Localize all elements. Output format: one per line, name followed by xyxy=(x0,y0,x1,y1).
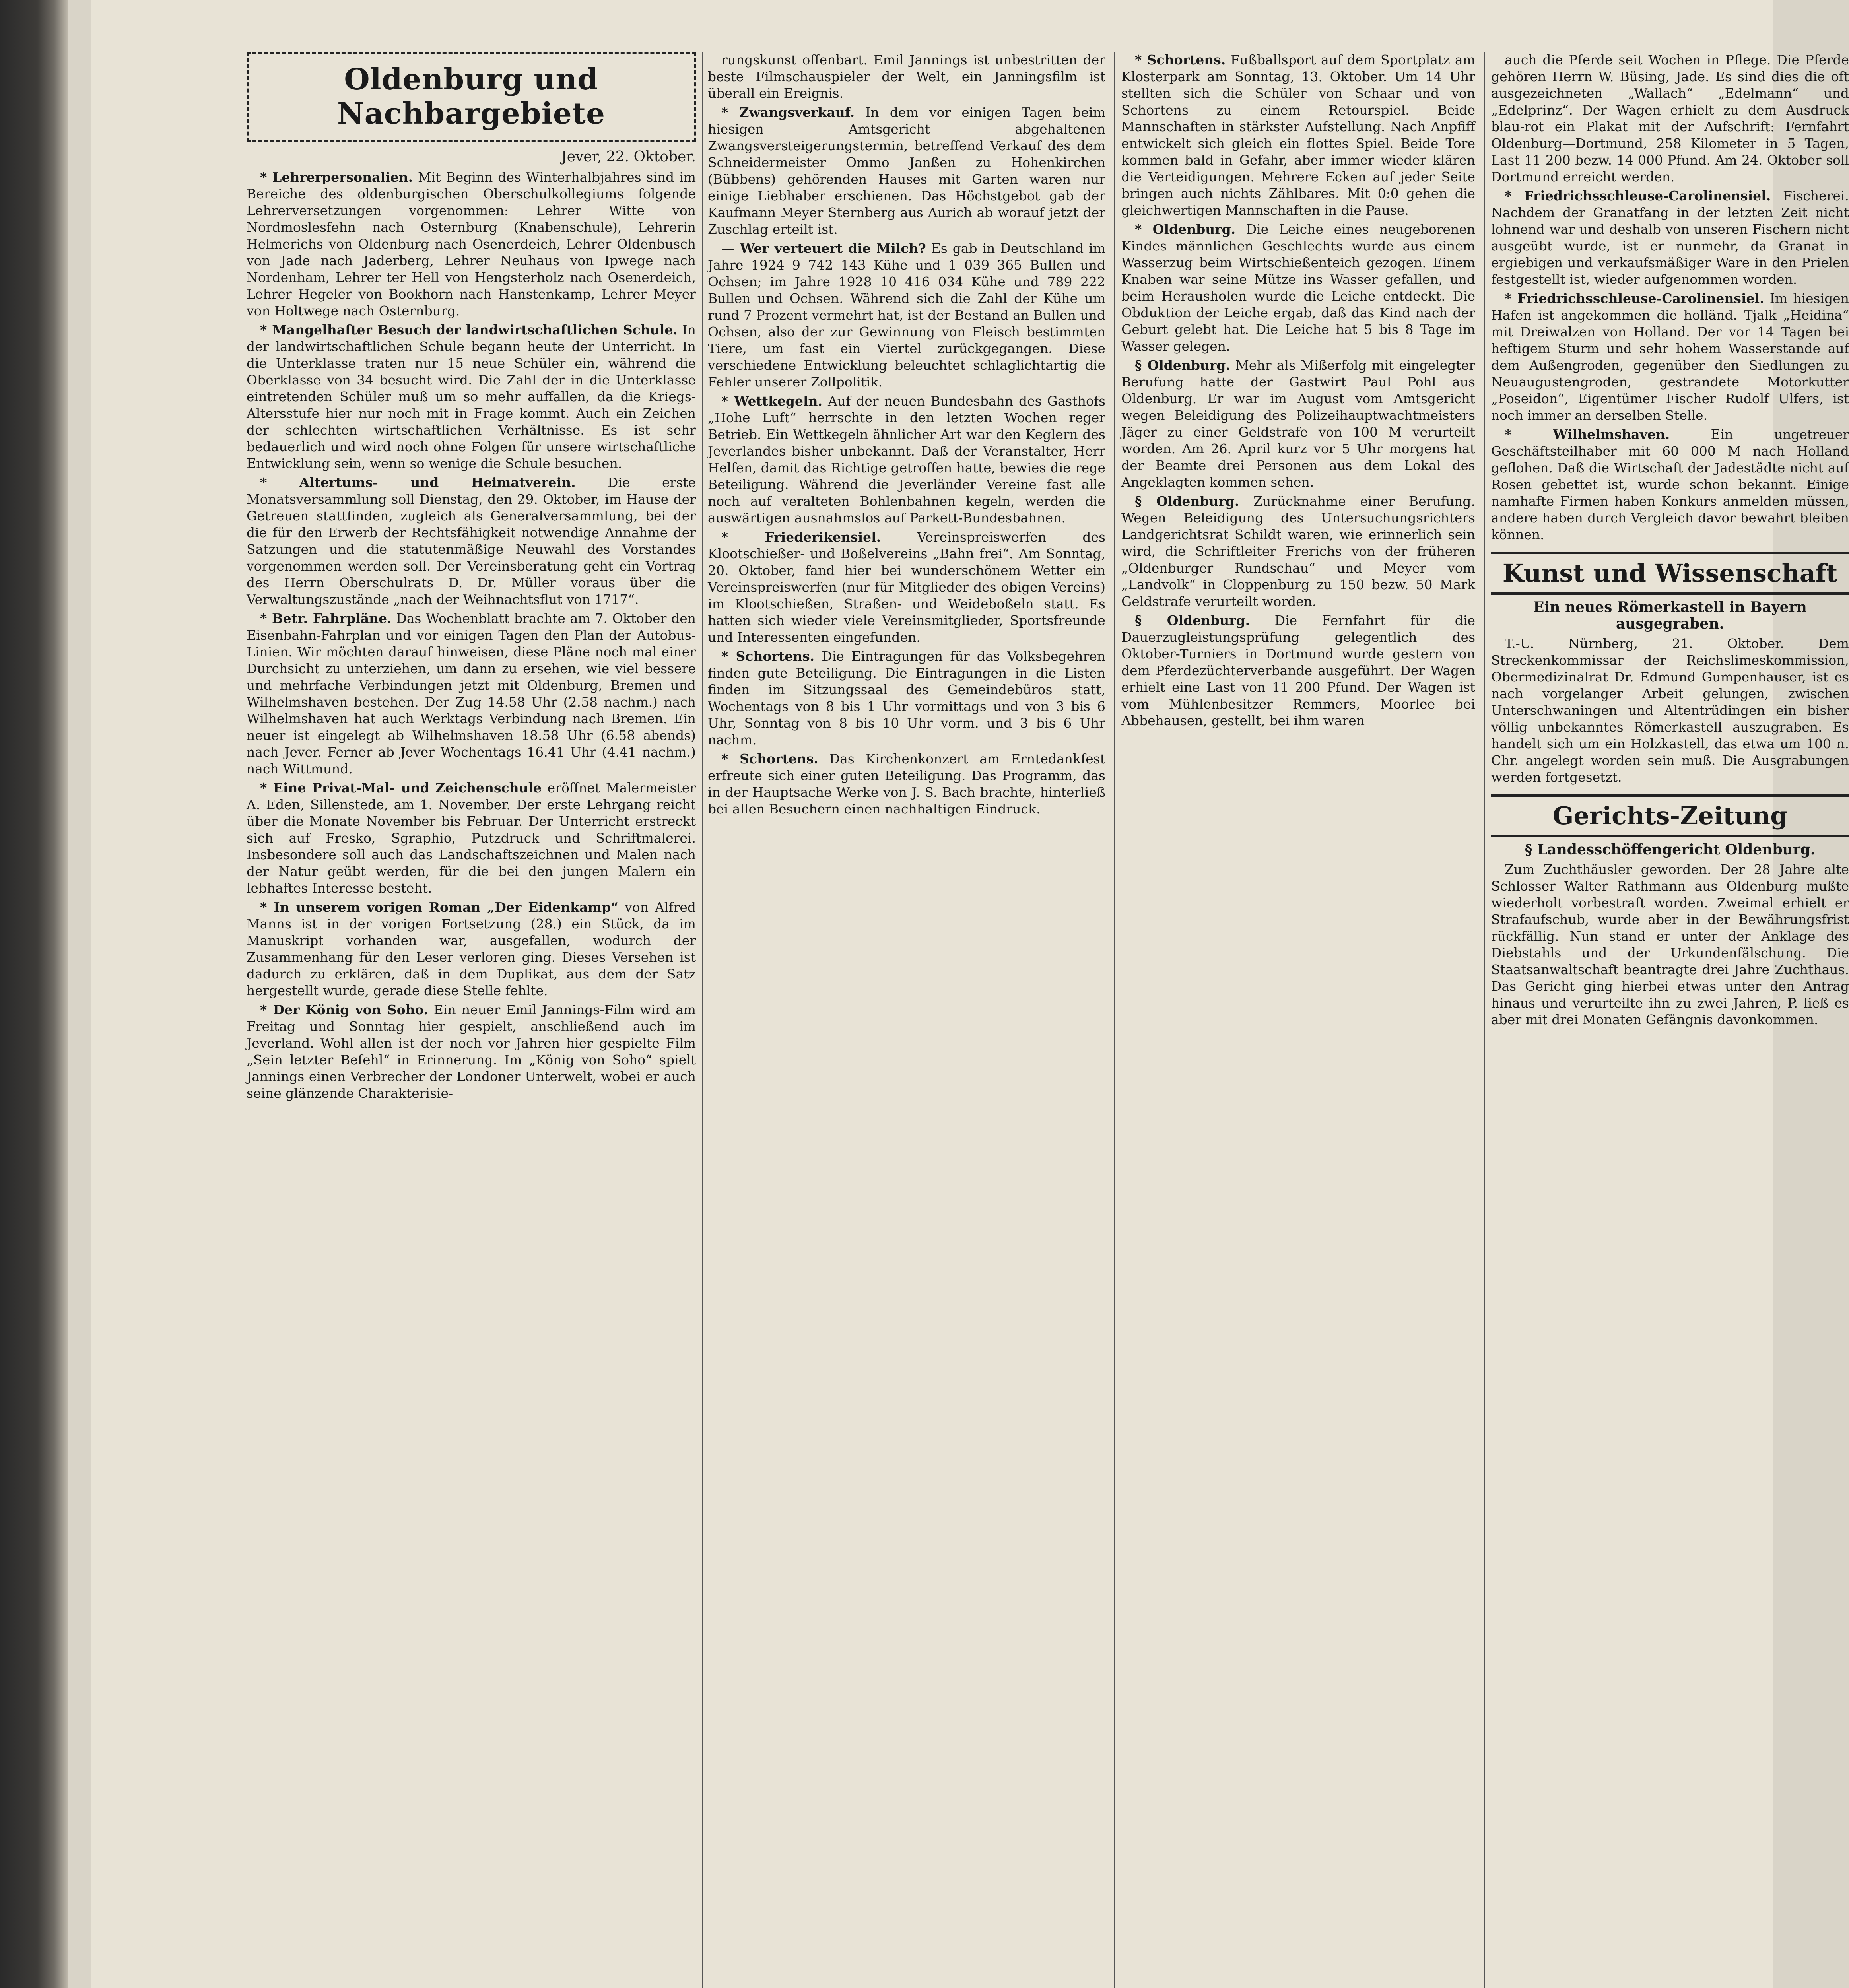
section-heading: Kunst und Wissenschaft xyxy=(1502,559,1838,588)
article-paragraph xyxy=(1491,188,1849,288)
article-headline: * Friedrichsschleuse-Carolinensiel. xyxy=(1505,188,1771,204)
article-text: auch die Pferde seit Wochen in Pflege. Die Pferde gehören Herrn W. Büsing, Jade. Es sind dies die oft ausgezeichneten „Wallach“ „Edelmann“ und „Edelprinz“. Der Wagen erhielt zu dem Ausdruck blau-rot ein Plakat mit der Aufschrift: Fernfahrt Oldenburg—Dortmund, 258 Kilometer in 5 Tagen, Last 11 200 bezw. 14 000 Pfund. Am 24. Oktober soll Dortmund erreicht werden. xyxy=(1491,52,1849,184)
column-rule xyxy=(1114,52,1115,1988)
article-paragraph xyxy=(247,1002,696,1102)
article-paragraph xyxy=(1121,357,1475,491)
article-text: Mit Beginn des Winterhalbjahres sind im Bereiche des oldenburgischen Oberschulkollegiums folgende Lehrerversetzungen vorgenommen: Lehrer Witte von Nordmoslesfehn nach Osternburg (Knabenschule), Lehrerin Helmerichs von Oldenburg nach Osenerdeich, Lehrer Oldenbusch von Jade nach Jaderberg, Lehrer Neuhaus von Ipwege nach Nordenham, Lehrer ter Hell von Hengsterholz nach Osenerdeich, Lehrer Hegeler von Bookhorn nach Hanstenkamp, Lehrer Meyer von Holtwege nach Osternburg. xyxy=(247,169,696,318)
article-list xyxy=(708,52,1105,817)
article-headline: § Oldenburg. xyxy=(1135,493,1239,509)
column-rule xyxy=(1484,52,1485,1988)
column-3 xyxy=(1121,52,1475,732)
article-text: Ein ungetreuer Geschäftsteilhaber mit 60 000 M nach Holland geflohen. Daß die Wirtschaft der Jadestädte nicht auf Rosen gebettet ist, wurde schon bekannt. Einige namhafte Firmen haben Konkurs anmelden müssen, andere haben durch Vergleich davor bewahrt bleiben können. xyxy=(1491,427,1849,542)
article-paragraph xyxy=(708,529,1105,646)
newspaper-page xyxy=(91,0,1849,1988)
article-list xyxy=(1121,52,1475,729)
article-headline: * Schortens. xyxy=(1135,52,1226,68)
article-headline: § Oldenburg. xyxy=(1135,357,1230,373)
article-text: Das Wochenblatt brachte am 7. Oktober den Eisenbahn-Fahrplan und vor einigen Tagen den Plan der Autobus-Linien. Wir möchten darauf hinweisen, diese Pläne noch mal einer Durchsicht zu unterziehen, um dann zu ersehen, wie viel bessere und mehrfache Verbindungen jetzt mit Oldenburg, Bremen und Wilhelmshaven bestehen. Der Zug 14.58 Uhr (2.58 nachm.) nach Wilhelmshaven hat auch Werktags Verbindung nach Bremen. Ein neuer ist eingelegt ab Wilhelmshaven 18.58 Uhr (6.58 abends) nach Jever. Ferner ab Jever Wochentags 16.41 Uhr (4.41 nachm.) nach Wittmund. xyxy=(247,611,696,777)
article-paragraph xyxy=(1491,52,1849,185)
article-text: eröffnet Malermeister A. Eden, Sillenstede, am 1. November. Der erste Lehrgang reicht über die Monate November bis Februar. Der Unterricht erstreckt sich auf Fresko, Sgraphio, Putzdruck und Schriftmalerei. Insbesondere soll auch das Landschaftszeichnen und Malen nach der Natur geübt werden, für die bei den jungen Malern ein lebhaftes Interesse besteht. xyxy=(247,780,696,896)
article-headline: * Der König von Soho. xyxy=(260,1002,428,1017)
article-text: Zurücknahme einer Berufung. Wegen Beleidigung des Untersuchungsrichters Landgerichtsrat Schildt waren, wie erinnerlich sein wird, die Schriftleiter Frerichs von der früheren „Oldenburger Rundschau“ und Meyer vom „Landvolk“ in Cloppenburg zu 150 bezw. 50 Mark Geldstrafe verurteilt worden. xyxy=(1121,493,1475,609)
article-text: Auf der neuen Bundesbahn des Gasthofs „Hohe Luft“ herrschte in den letzten Wochen reger Betrieb. Ein Wettkegeln ähnlicher Art war den Keglern des Jeverlandes bisher unbekannt. Daß der Veranstalter, Herr Helfen, damit das Richtige getroffen hatte, bewies die rege Beteiligung. Während die Jeverländer Vereine fast alle noch auf veralteten Bohlenbahnen kegeln, werden die auswärtigen ausnahmslos auf Parkett-Bundesbahnen. xyxy=(708,393,1105,526)
article-headline: — Wer verteuert die Milch? xyxy=(721,241,926,256)
article-headline: * Wilhelmshaven. xyxy=(1505,427,1670,442)
article-text: Die Leiche eines neugeborenen Kindes männlichen Geschlechts wurde aus einem Wasserzug beim Wirtschießenteich gezogen. Einem Knaben war seine Mütze ins Wasser gefallen, und beim Herausholen wurde die Leiche entdeckt. Die Obduktion der Leiche ergab, daß das Kind nach der Geburt gelebt hat. Die Leiche hat 5 bis 8 Tage im Wasser gelegen. xyxy=(1121,221,1475,354)
article-headline: Ein neues Römerkastell in Bayern ausgegraben. xyxy=(1533,599,1807,632)
article-text: rungskunst offenbart. Emil Jannings ist unbestritten der beste Filmschauspieler der Welt, ein Janningsfilm ist überall ein Ereignis. xyxy=(708,52,1105,101)
article-headline: * Betr. Fahrpläne. xyxy=(260,611,392,626)
article-paragraph xyxy=(1121,612,1475,729)
article-paragraph xyxy=(247,169,696,319)
article-text: Es gab in Deutschland im Jahre 1924 9 742 143 Kühe und 1 039 365 Bullen und Ochsen; im Jahre 1928 10 416 034 Kühe und 789 222 Bullen und Ochsen. Während sich die Zahl der Kühe um rund 7 Prozent vermehrt hat, ist der Bestand an Bullen und Ochsen, also der zur Gewinnung von Fleisch bestimmten Tiere, um fast ein Viertel zurückgegangen. Diese verschiedene Entwicklung beleuchtet schlaglichtartig die Fehler unserer Zollpolitik. xyxy=(708,241,1106,390)
article-headline: * Lehrerpersonalien. xyxy=(260,169,413,185)
article-paragraph xyxy=(247,780,696,897)
article-text: Die erste Monatsversammlung soll Dienstag, den 29. Oktober, im Hause der Getreuen stattfinden, zugleich als Generalversammlung, bei der die für den Erwerb der Rechtsfähigkeit notwendige Annahme der Satzungen und die statutenmäßige Neuwahl des Vorstandes vorgenommen werden soll. Der Vereinsberatung geht ein Vortrag des Herrn Oberschulrats D. Dr. Müller voraus über die Verwaltungszustände „nach der Weihnachtsflut von 1717“. xyxy=(247,475,696,607)
dateline: Jever, 22. Oktober. xyxy=(561,149,696,165)
column-4 xyxy=(1491,52,1849,1031)
article-text: von Alfred Manns ist in der vorigen Fortsetzung (28.) ein Stück, da im Manuskript vorhanden war, ausgefallen, wodurch der Zusammenhang für den Leser verloren ging. Dieses Versehen ist dadurch zu erklären, daß in dem Duplikat, aus dem der Satz hergestellt wurde, gerade diese Stelle fehlte. xyxy=(247,899,696,998)
article-paragraph xyxy=(1121,493,1475,610)
column-2 xyxy=(708,52,1105,820)
article-headline: * Friedrichsschleuse-Carolinensiel. xyxy=(1505,291,1764,306)
article-paragraph xyxy=(708,52,1105,102)
article-text: Vereinspreiswerfen des Klootschießer- und Boßelvereins „Bahn frei“. Am Sonntag, 20. Oktober, fand hier bei wunderschönem Wetter ein Vereinspreiswerfen (nur für Mitglieder des obigen Vereins) im Klootschießen, Straßen- und Weideboßeln statt. Es hatten sich wieder viele Vereinsmitglieder, Sportsfreunde und Interessenten eingefunden. xyxy=(708,529,1105,645)
section-heading: Gerichts-Zeitung xyxy=(1552,801,1788,830)
article-text: Die Eintragungen für das Volksbegehren finden gute Beteiligung. Die Eintragungen in die Listen finden im Sitzungssaal des Gemeindebüros statt, Wochentags von 8 bis 1 Uhr vormittags und von 3 bis 6 Uhr, Sonntag von 8 bis 10 Uhr vorm. und 3 bis 6 Uhr nachm. xyxy=(708,648,1106,747)
section-heading-box xyxy=(1491,552,1849,595)
article-text: Fischerei. Nachdem der Granatfang in der letzten Zeit nicht lohnend war und deshalb von unseren Fischern nicht ausgeübt wurde, ist er nunmehr, da Granat in ergiebigen und verkaufsmäßiger Ware in den Prielen festgestellt ist, wieder aufgenommen worden. xyxy=(1491,188,1849,287)
article-headline: * Schortens. xyxy=(721,751,818,767)
article-paragraph xyxy=(1121,52,1475,219)
article-text: Zum Zuchthäusler geworden. Der 28 Jahre alte Schlosser Walter Rathmann aus Oldenburg mußte wiederholt vorbestraft worden. Zweimal erhielt er Strafaufschub, wurde aber in der Bewährungsfrist rückfällig. Nun stand er unter der Anklage des Diebstahls und der Urkundenfälschung. Die Staatsanwaltschaft beantragte drei Jahre Zuchthaus. Das Gericht ging hierbei etwas unter den Antrag hinaus und verurteilte ihn zu zwei Jahren, P. ließ es aber mit drei Monaten Gefängnis davonkommen. xyxy=(1491,862,1849,1027)
article-paragraph xyxy=(247,474,696,608)
article-headline: * Altertums- und Heimatverein. xyxy=(260,475,576,490)
article-headline: * Schortens. xyxy=(721,648,815,664)
article-paragraph xyxy=(1121,221,1475,355)
article-text: Ein neuer Emil Jannings-Film wird am Freitag und Sonntag hier gespielt, anschließend auch im Jeverland. Wohl allen ist der noch vor Jahren hier gespielte Film „Sein letzter Befehl“ in Erinnerung. Im „König von Soho“ spielt Jannings einen Verbrecher der Londoner Unterwelt, wobei er auch seine glänzende Charakterisie- xyxy=(247,1002,696,1101)
article-headline: § Oldenburg. xyxy=(1135,613,1250,628)
article-paragraph xyxy=(247,610,696,777)
masthead-box xyxy=(247,52,696,142)
article-paragraph xyxy=(708,648,1105,748)
article-text: Mehr als Mißerfolg mit eingelegter Berufung hatte der Gastwirt Paul Pohl aus Oldenburg. Er war im August vom Amtsgericht wegen Beleidigung des Polizeihauptwachtmeisters Jäger zu einer Geldstrafe von 100 M verurteilt worden. Am 26. April kurz vor 5 Uhr morgens hat der Beamte drei Personen aus dem Lokal des Angeklagten kommen sehen. xyxy=(1121,357,1475,490)
article-list xyxy=(247,169,696,1102)
article-paragraph xyxy=(247,899,696,999)
article-headline: § Landesschöffengericht Oldenburg. xyxy=(1525,841,1816,858)
article-paragraph xyxy=(708,393,1105,526)
column-1 xyxy=(247,52,696,1104)
article-text: Fußballsport auf dem Sportplatz am Klosterpark am Sonntag, 13. Oktober. Um 14 Uhr stellten sich die Schüler von Schaar und von Schortens zu einem Retourspiel. Beide Mannschaften in stärkster Aufstellung. Nach Anpfiff entwickelt sich gleich ein flottes Spiel. Beide Tore kommen bald in Gefahr, aber immer wieder klären die Verteidigungen. Mehrere Ecken auf jeder Seite bringen auch nichts Zählbares. Mit 0:0 gehen die gleichwertigen Mannschaften in die Pause. xyxy=(1121,52,1475,218)
article-text: In dem vor einigen Tagen beim hiesigen Amtsgericht abgehaltenen Zwangsversteigerungstermin, betreffend Verkauf des dem Schneidermeister Ommo Janßen zu Hohenkirchen (Bübbens) gehörenden Hauses mit Garten waren nur einige Liebhaber erschienen. Das Höchstgebot gab der Kaufmann Meyer Sternberg aus Aurich ab worauf jetzt der Zuschlag erteilt ist. xyxy=(708,105,1105,237)
article-text: Das Kirchenkonzert am Erntedankfest erfreute sich einer guten Beteiligung. Das Programm, das in der Hauptsache Werke von J. S. Bach brachte, hinterließ bei allen Besuchern einen nachhaltigen Eindruck. xyxy=(708,751,1105,817)
article-text: Im hiesigen Hafen ist angekommen die holländ. Tjalk „Heidina“ mit Dreiwalzen von Holland. Der vor 14 Tagen bei heftigem Sturm und sehr hohem Wasserstande auf dem Außengroden, gegenüber den Siedlungen zu Neuaugustengroden, gestrandete Motorkutter „Poseidon“, Eigentümer Fischer Rudolf Ulfers, ist noch immer an derselben Stelle. xyxy=(1491,291,1849,423)
article-headline: * Friederikensiel. xyxy=(721,529,881,545)
article-paragraph xyxy=(708,240,1105,390)
article-paragraph xyxy=(708,751,1105,817)
article-headline: * Eine Privat-Mal- und Zeichenschule xyxy=(260,780,542,796)
masthead: Oldenburg und Nachbargebiete xyxy=(337,62,606,131)
article-headline: * In unserem vorigen Roman „Der Eidenkamp“ xyxy=(260,899,619,915)
article-text: T.-U. Nürnberg, 21. Oktober. Dem Streckenkommissar der Reichslimeskommission, Obermedizinalrat Dr. Edmund Gumpenhauser, ist es nach vorgelanger Arbeit gelungen, zwischen Unterschwaningen und Altentrüdingen ein bisher völlig unbekanntes Römerkastell auszugraben. Es handelt sich um ein Holzkastell, das etwa um 100 n. Chr. angelegt worden sein muß. Die Ausgrabungen werden fortgesetzt. xyxy=(1491,636,1849,785)
article-text: In der landwirtschaftlichen Schule begann heute der Unterricht. In die Unterklasse traten nur 15 neue Schüler ein, während die Oberklasse von 34 besucht wird. Die Zahl der in die Unterklasse eintretenden Schüler muß um so mehr auffallen, da die Kriegs-Altersstufe hier nur noch mit in Frage kommt. Auch ein Zeichen der schlechten wirtschaftlichen Verhältnisse. Es ist sehr bedauerlich und wird noch ohne Folgen für unsere wirtschaftliche Entwicklung sein, wenn so wenige die Schule besuchen. xyxy=(247,322,696,471)
article-paragraph xyxy=(1491,426,1849,543)
article-list xyxy=(1491,52,1849,543)
article-text: Die Fernfahrt für die Dauerzugleistungsprüfung gelegentlich des Oktober-Turniers in Dortmund wurde gestern von dem Pferdezüchterverbande ausgeführt. Der Wagen erhielt eine Last von 11 200 Pfund. Der Wagen ist vom Mühlenbesitzer Remmers, Moorlee bei Abbehausen, gestellt, bei ihm waren xyxy=(1121,613,1476,728)
article-headline: * Wettkegeln. xyxy=(721,393,823,409)
book-binding xyxy=(0,0,68,1988)
article-paragraph xyxy=(247,322,696,472)
article-headline: * Zwangsverkauf. xyxy=(721,105,855,120)
article-paragraph xyxy=(708,104,1105,238)
section-heading-box xyxy=(1491,794,1849,837)
article-headline: * Mangelhafter Besuch der landwirtschaftlichen Schule. xyxy=(260,322,678,338)
column-rule xyxy=(702,52,703,1988)
article-headline: * Oldenburg. xyxy=(1135,221,1236,237)
article-paragraph xyxy=(1491,290,1849,424)
